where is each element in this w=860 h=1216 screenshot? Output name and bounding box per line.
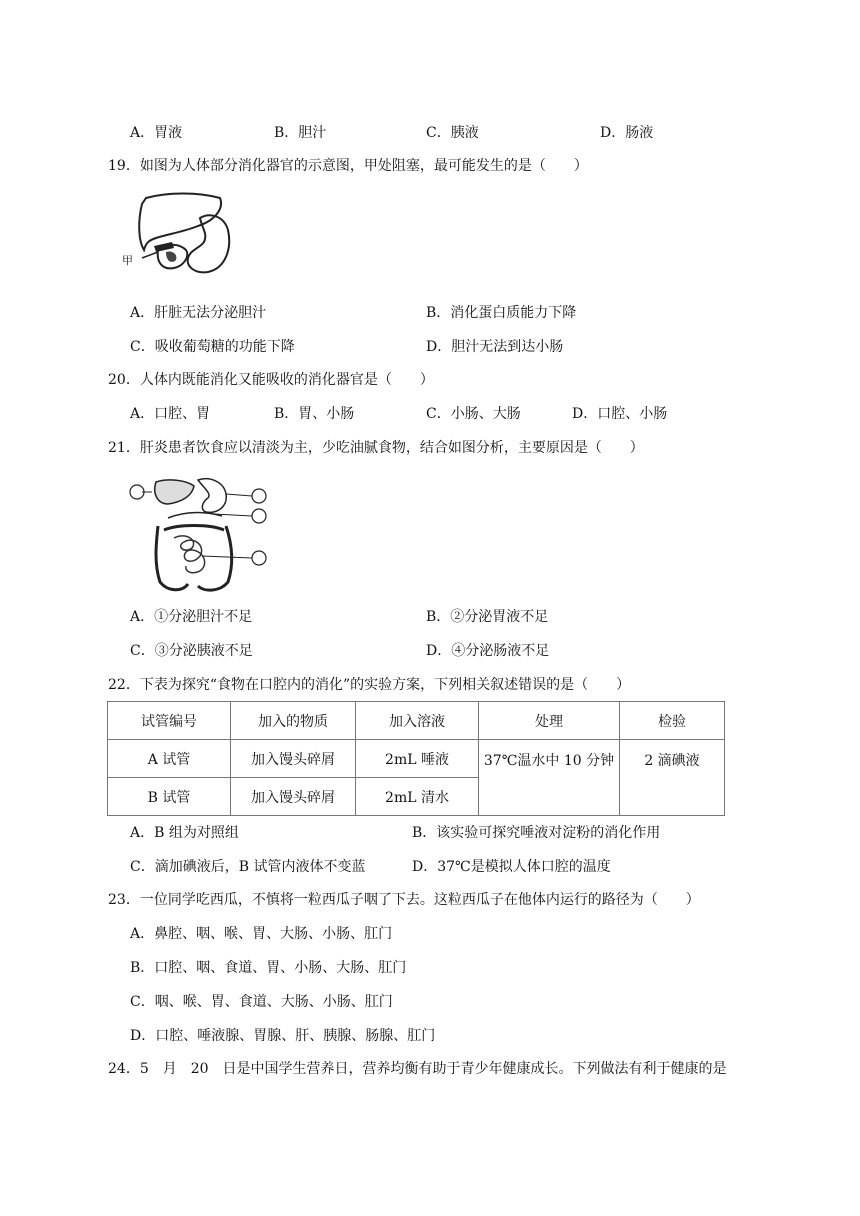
q23-option-a: A．鼻腔、咽、喉、胃、大肠、小肠、肛门 [130,926,393,942]
table-header-tube: 试管编号 [108,702,231,740]
table-header-substance: 加入的物质 [231,702,356,740]
digestive-system-illustration [128,474,278,600]
experiment-table [107,701,725,816]
q21-stem: 21．肝炎患者饮食应以清淡为主，少吃油腻食物，结合如图分析，主要原因是（ ） [108,440,644,456]
q18-option-b: B．胆汁 [274,125,327,141]
q22-option-d: D．37℃是模拟人体口腔的温度 [412,859,611,875]
table-cell: 2mL 清水 [356,778,479,816]
q19-option-a: A．肝脏无法分泌胆汁 [130,305,267,321]
figure-label-3 [252,506,253,507]
liver-stomach-illustration [128,190,238,282]
table-header-test: 检验 [620,702,725,740]
q18-option-d: D．肠液 [600,125,654,141]
q20-option-a: A．口腔、胃 [130,406,211,422]
table-cell: A 试管 [108,740,231,778]
q20-option-d: D．口腔、小肠 [572,406,668,422]
q23-stem: 23．一位同学吃西瓜，不慎将一粒西瓜子咽了下去。这粒西瓜子在他体内运行的路径为（ ） [108,892,700,908]
q22-stem: 22．下表为探究“食物在口腔内的消化”的实验方案，下列相关叙述错误的是（ ） [108,677,631,693]
q22-option-b: B．该实验可探究唾液对淀粉的消化作用 [412,825,661,841]
table-header-treatment: 处理 [479,702,620,740]
figure-label-1 [130,482,131,483]
q18-option-c: C．胰液 [426,125,479,141]
q19-stem: 19．如图为人体部分消化器官的示意图，甲处阻塞，最可能发生的是（ ） [108,158,588,174]
q18-option-a: A．胃液 [130,125,183,141]
figure-label-jia: 甲 [122,254,133,267]
q22-option-a: A．B 组为对照组 [130,825,239,841]
q21-option-b: B．②分泌胃液不足 [426,609,549,625]
figure-label-4 [252,548,253,549]
q20-stem: 20．人体内既能消化又能吸收的消化器官是（ ） [108,372,434,388]
table-cell-test: 2 滴碘液 [620,740,725,816]
q19-option-d: D．胆汁无法到达小肠 [426,339,564,355]
q22-option-c: C．滴加碘液后，B 试管内液体不变蓝 [130,859,366,875]
table-cell: 加入馒头碎屑 [231,740,356,778]
q23-option-b: B．口腔、咽、食道、胃、小肠、大肠、肛门 [130,960,407,976]
q21-option-a: A．①分泌胆汁不足 [130,609,253,625]
q24-stem: 24．5 月 20 日是中国学生营养日，营养均衡有助于青少年健康成长。下列做法有利于健康的是 [108,1061,727,1077]
q19-option-c: C．吸收葡萄糖的功能下降 [130,339,295,355]
table-cell: B 试管 [108,778,231,816]
table-cell: 2mL 唾液 [356,740,479,778]
q23-option-d: D．口腔、唾液腺、胃腺、肝、胰腺、肠腺、肛门 [130,1028,436,1044]
figure-label-2 [252,486,253,487]
q20-option-c: C．小肠、大肠 [426,406,521,422]
digestive-system-figure [128,474,278,600]
q19-option-b: B．消化蛋白质能力下降 [426,305,577,321]
table-header-solution: 加入溶液 [356,702,479,740]
q20-option-b: B．胃、小肠 [274,406,355,422]
digestive-organs-figure [122,190,238,282]
q21-option-c: C．③分泌胰液不足 [130,643,253,659]
table-cell: 加入馒头碎屑 [231,778,356,816]
q23-option-c: C．咽、喉、胃、食道、大肠、小肠、肛门 [130,994,393,1010]
q21-option-d: D．④分泌肠液不足 [426,643,550,659]
table-cell-treatment: 37℃温水中 10 分钟 [479,740,620,816]
